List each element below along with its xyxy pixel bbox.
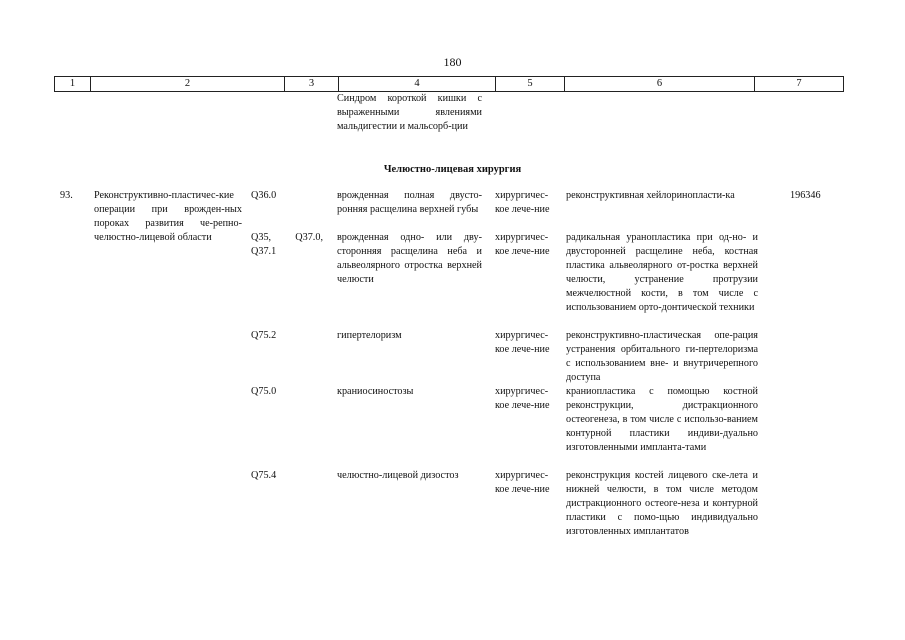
header-col-3: 3	[284, 77, 338, 91]
row-1-treatment-type: хирургичес-кое лече-ние	[495, 190, 550, 215]
row-3-code: Q75.2	[251, 330, 277, 341]
row-5-diagnosis: челюстно-лицевой дизостоз	[337, 470, 459, 481]
row-2-treatment-type: хирургичес-кое лече-ние	[495, 232, 550, 257]
row-1-diagnosis: врожденная полная двусто-ронняя расщелина верхней губы	[337, 190, 482, 215]
row-5-method: реконструкция костей лицевого ске-лета и нижней челюсти, в том числе методом дистракционного остеоге-неза и контурной пластики с помо-щью индивидуально изготовленных имплантатов	[566, 470, 758, 537]
row-3-treatment-type: хирургичес-кое лече-ние	[495, 330, 550, 355]
row-4-treatment-type: хирургичес-кое лече-ние	[495, 386, 550, 411]
row-2-code: Q35, Q37.0, Q37.1	[251, 232, 323, 257]
row-5-code: Q75.4	[251, 470, 277, 481]
row-2-diagnosis: врожденная одно- или дву-сторонняя расщелина неба и альвеолярного отростка верхней челюсти	[337, 232, 482, 285]
row-2-method: радикальная уранопластика при од-но- и двусторонней расщелине неба, костная пластика альвеолярного от-ростка верхней челюсти, устранение протрузии межчелюстной кости, в том числе с использованием орто-донтической техники	[566, 232, 758, 313]
row-3-method: реконструктивно-пластическая опе-рация устранения орбитального ги-пертелоризма с использованием вне- и внутричерепного доступа	[566, 330, 758, 383]
row-1-method: реконструктивная хейлоринопласти-ка	[566, 190, 735, 201]
entry-number: 93.	[60, 190, 73, 201]
page-number: 180	[443, 55, 462, 69]
header-col-1: 1	[54, 77, 90, 91]
header-col-2: 2	[90, 77, 284, 91]
continuation-diagnosis: Синдром короткой кишки с выраженными явлениями мальдигестии и мальсорб-ции	[337, 93, 482, 132]
row-5-treatment-type: хирургичес-кое лече-ние	[495, 470, 550, 495]
section-title: Челюстно-лицевая хирургия	[383, 164, 522, 175]
header-col-7: 7	[754, 77, 844, 91]
header-col-4: 4	[338, 77, 495, 91]
entry-price: 196346	[790, 190, 821, 201]
row-4-method: краниопластика с помощью костной реконструкции, дистракционного остеогенеза, в том числе с использо-ванием контурной пластики индиви-дуально изготовленными импланта-тами	[566, 386, 758, 453]
header-col-6: 6	[564, 77, 754, 91]
table-header-row	[54, 76, 844, 92]
row-1-code: Q36.0	[251, 190, 277, 201]
entry-name: Реконструктивно-пластичес-кие операции при врожден-ных пороках развития че-репно-челюстно-лицевой области	[94, 190, 242, 243]
row-3-diagnosis: гипертелоризм	[337, 330, 402, 341]
row-4-code: Q75.0	[251, 386, 277, 397]
header-col-5: 5	[495, 77, 564, 91]
row-4-diagnosis: краниосиностозы	[337, 386, 414, 397]
